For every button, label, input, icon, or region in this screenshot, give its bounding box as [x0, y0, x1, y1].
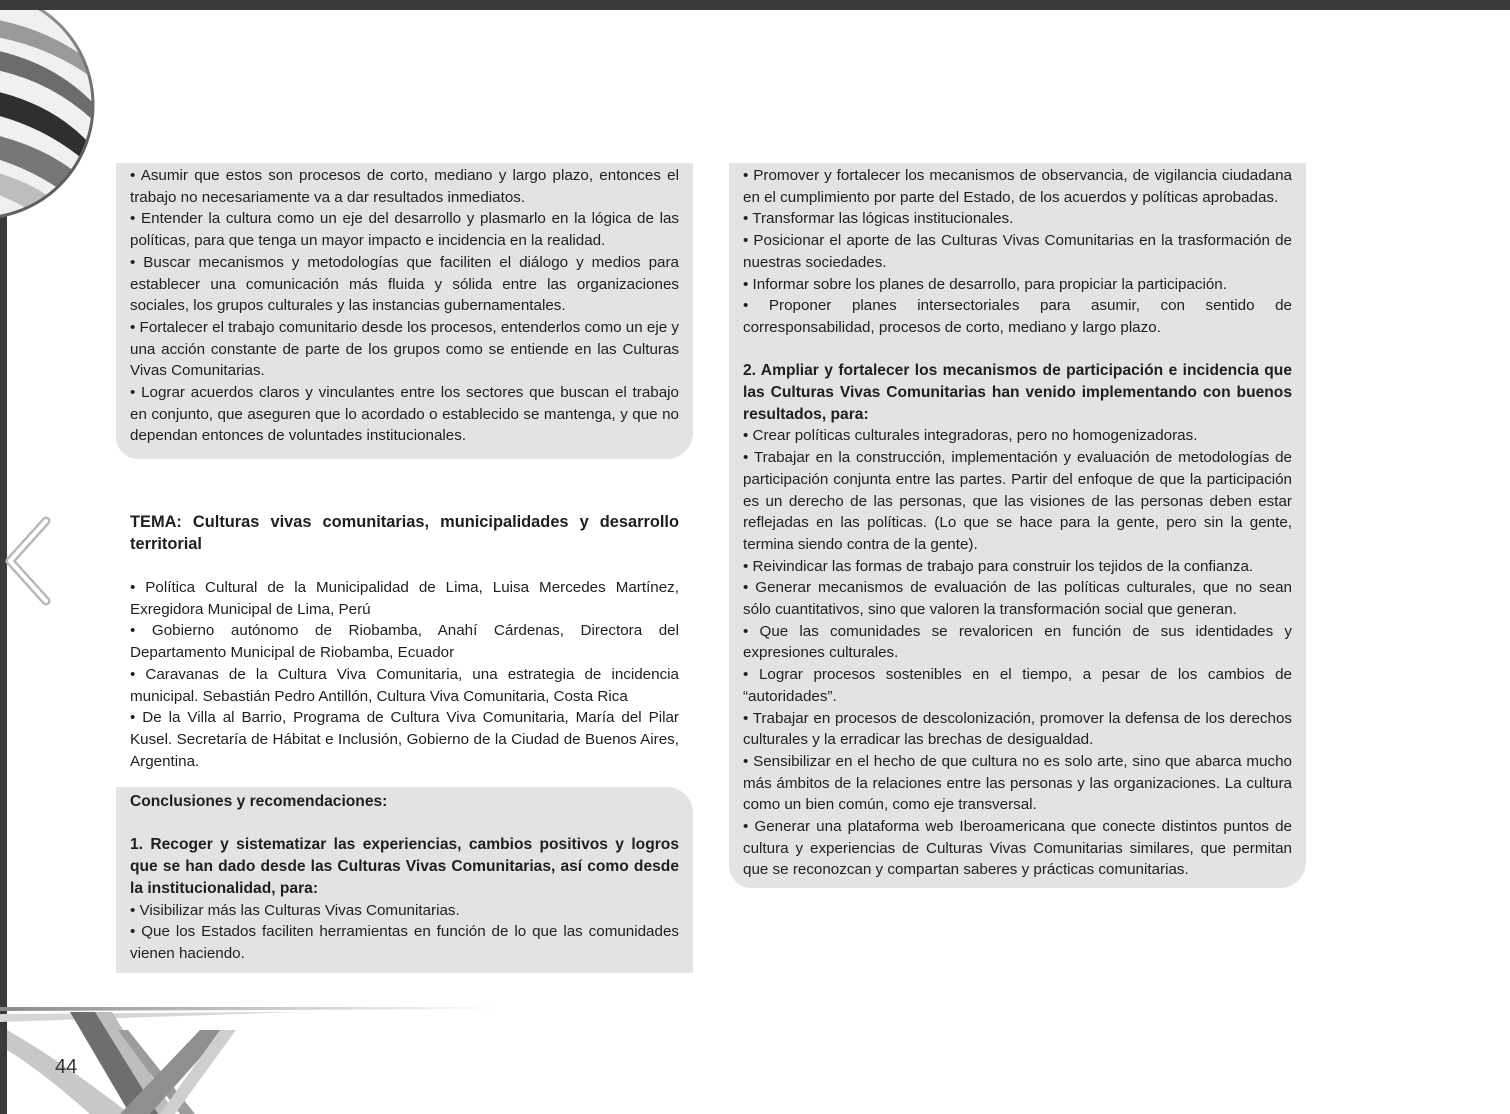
list-item: • Lograr acuerdos claros y vinculantes entre los sectores que buscan el trabajo en conjunto, que aseguren que lo acordado o establecido se mantenga, y que no dependan entonces de voluntades institucionales. [130, 384, 679, 445]
recommendations-box-right [729, 163, 1306, 888]
list-item: • Generar una plataforma web Iberoamericana que conecte distintos puntos de cultura y experiencias de Culturas Vivas Comunitarias similares, que permitan que se reconozcan y compartan saberes y prácticas comunitarias. [743, 818, 1292, 879]
list-item: • Que los Estados faciliten herramientas en función de lo que las comunidades vienen haciendo. [130, 923, 679, 962]
recommendations-box-top-left [116, 163, 693, 459]
list-item: • Transformar las lógicas institucionales. [743, 210, 1014, 228]
list-item: • Política Cultural de la Municipalidad de Lima, Luisa Mercedes Martínez, Exregidora Municipal de Lima, Perú [130, 579, 679, 618]
list-item: • Trabajar en procesos de descolonización, promover la defensa de los derechos culturales y la erradicar las brechas de desigualdad. [743, 709, 1292, 749]
section-title: 2. Ampliar y fortalecer los mecanismos de participación e incidencia que las Culturas Vivas Comunitarias han venido implementando con buenos resultados, para: [743, 362, 1292, 423]
section-title: TEMA: Culturas vivas comunitarias, municipalidades y desarrollo territorial [130, 513, 679, 553]
list-item: • Crear políticas culturales integradoras, pero no homogenizadoras. [743, 427, 1198, 445]
tema-section [130, 511, 679, 772]
list-item: • Posicionar el aporte de las Culturas Vivas Comunitarias en la trasformación de nuestras sociedades. [743, 232, 1292, 271]
list-item: • Generar mecanismos de evaluación de las políticas culturales, que no sean sólo cuantitativos, sino que valoren la transformación social que generan. [743, 579, 1292, 619]
list-item: • Que las comunidades se revaloricen en función de sus identidades y expresiones culturales. [743, 622, 1292, 662]
list-item: • Buscar mecanismos y metodologías que faciliten el diálogo y medios para establecer una comunicación más fluida y sólida entre las organizaciones sociales, los grupos culturales y las instancias gubernamentales. [130, 253, 679, 315]
list-item: • Lograr procesos sostenibles en el tiempo, a pesar de los cambios de “autoridades”. [743, 666, 1292, 705]
list-item: • Asumir que estos son procesos de corto, mediano y largo plazo, entonces el trabajo no necesariamente va a dar resultados inmediatos. [130, 167, 679, 206]
diagonal-stripes-icon [0, 990, 510, 1114]
list-item: • Informar sobre los planes de desarrollo, para propiciar la participación. [743, 275, 1227, 293]
list-item: • Fortalecer el trabajo comunitario desde los procesos, entenderlos como un eje y una acción constante de parte de los grupos como se entiende en las Culturas Vivas Comunitarias. [130, 318, 679, 380]
list-item: • Gobierno autónomo de Riobamba, Anahí Cárdenas, Directora del Departamento Municipal de Riobamba, Ecuador [130, 622, 679, 662]
section-title: 1. Recoger y sistematizar las experiencias, cambios positivos y logros que se han dado desde las Culturas Vivas Comunitarias, así como desde la institucionalidad, para: [130, 836, 679, 897]
conclusions-heading: Conclusiones y recomendaciones: [130, 793, 388, 810]
list-item: • Promover y fortalecer los mecanismos de observancia, de vigilancia ciudadana en el cumplimiento por parte del Estado, de los acuerdos y políticas aprobadas. [743, 167, 1292, 206]
chevron-left-icon[interactable] [0, 515, 56, 607]
page-number: 44 [55, 1056, 78, 1078]
list-item: • Proponer planes intersectoriales para asumir, con sentido de corresponsabilidad, procesos de corto, mediano y largo plazo. [743, 297, 1292, 336]
list-item: • Sensibilizar en el hecho de que cultura no es solo arte, sino que abarca mucho más ámbitos de la relaciones entre las personas y las organizaciones. La cultura como un bien común, como eje transversal. [743, 752, 1292, 814]
list-item: • Visibilizar más las Culturas Vivas Comunitarias. [130, 901, 460, 919]
conclusions-box [116, 787, 693, 973]
viewer-top-bar [0, 0, 1510, 10]
list-item: • De la Villa al Barrio, Programa de Cultura Viva Comunitaria, María del Pilar Kusel. Secretaría de Hábitat e Inclusión, Gobierno de la Ciudad de Buenos Aires, Argentina. [130, 709, 679, 770]
list-item: • Trabajar en la construcción, implementación y evaluación de metodologías de participación conjunta entre las partes. Partir del enfoque de que la participación es un derecho de las personas, que las visiones de las personas deben estar reflejadas en las políticas. (Lo que se hace para la gente, pero sin la gente, termina siendo contra de la gente). [743, 449, 1292, 553]
list-item: • Entender la cultura como un eje del desarrollo y plasmarlo en la lógica de las políticas, para que tenga un mayor impacto e incidencia en la realidad. [130, 210, 679, 250]
sphere-stripes-icon [0, 10, 100, 225]
list-item: • Reivindicar las formas de trabajo para construir los tejidos de la confianza. [743, 557, 1254, 575]
list-item: • Caravanas de la Cultura Viva Comunitaria, una estrategia de incidencia municipal. Sebastián Pedro Antillón, Cultura Viva Comunitaria, Costa Rica [130, 665, 679, 705]
